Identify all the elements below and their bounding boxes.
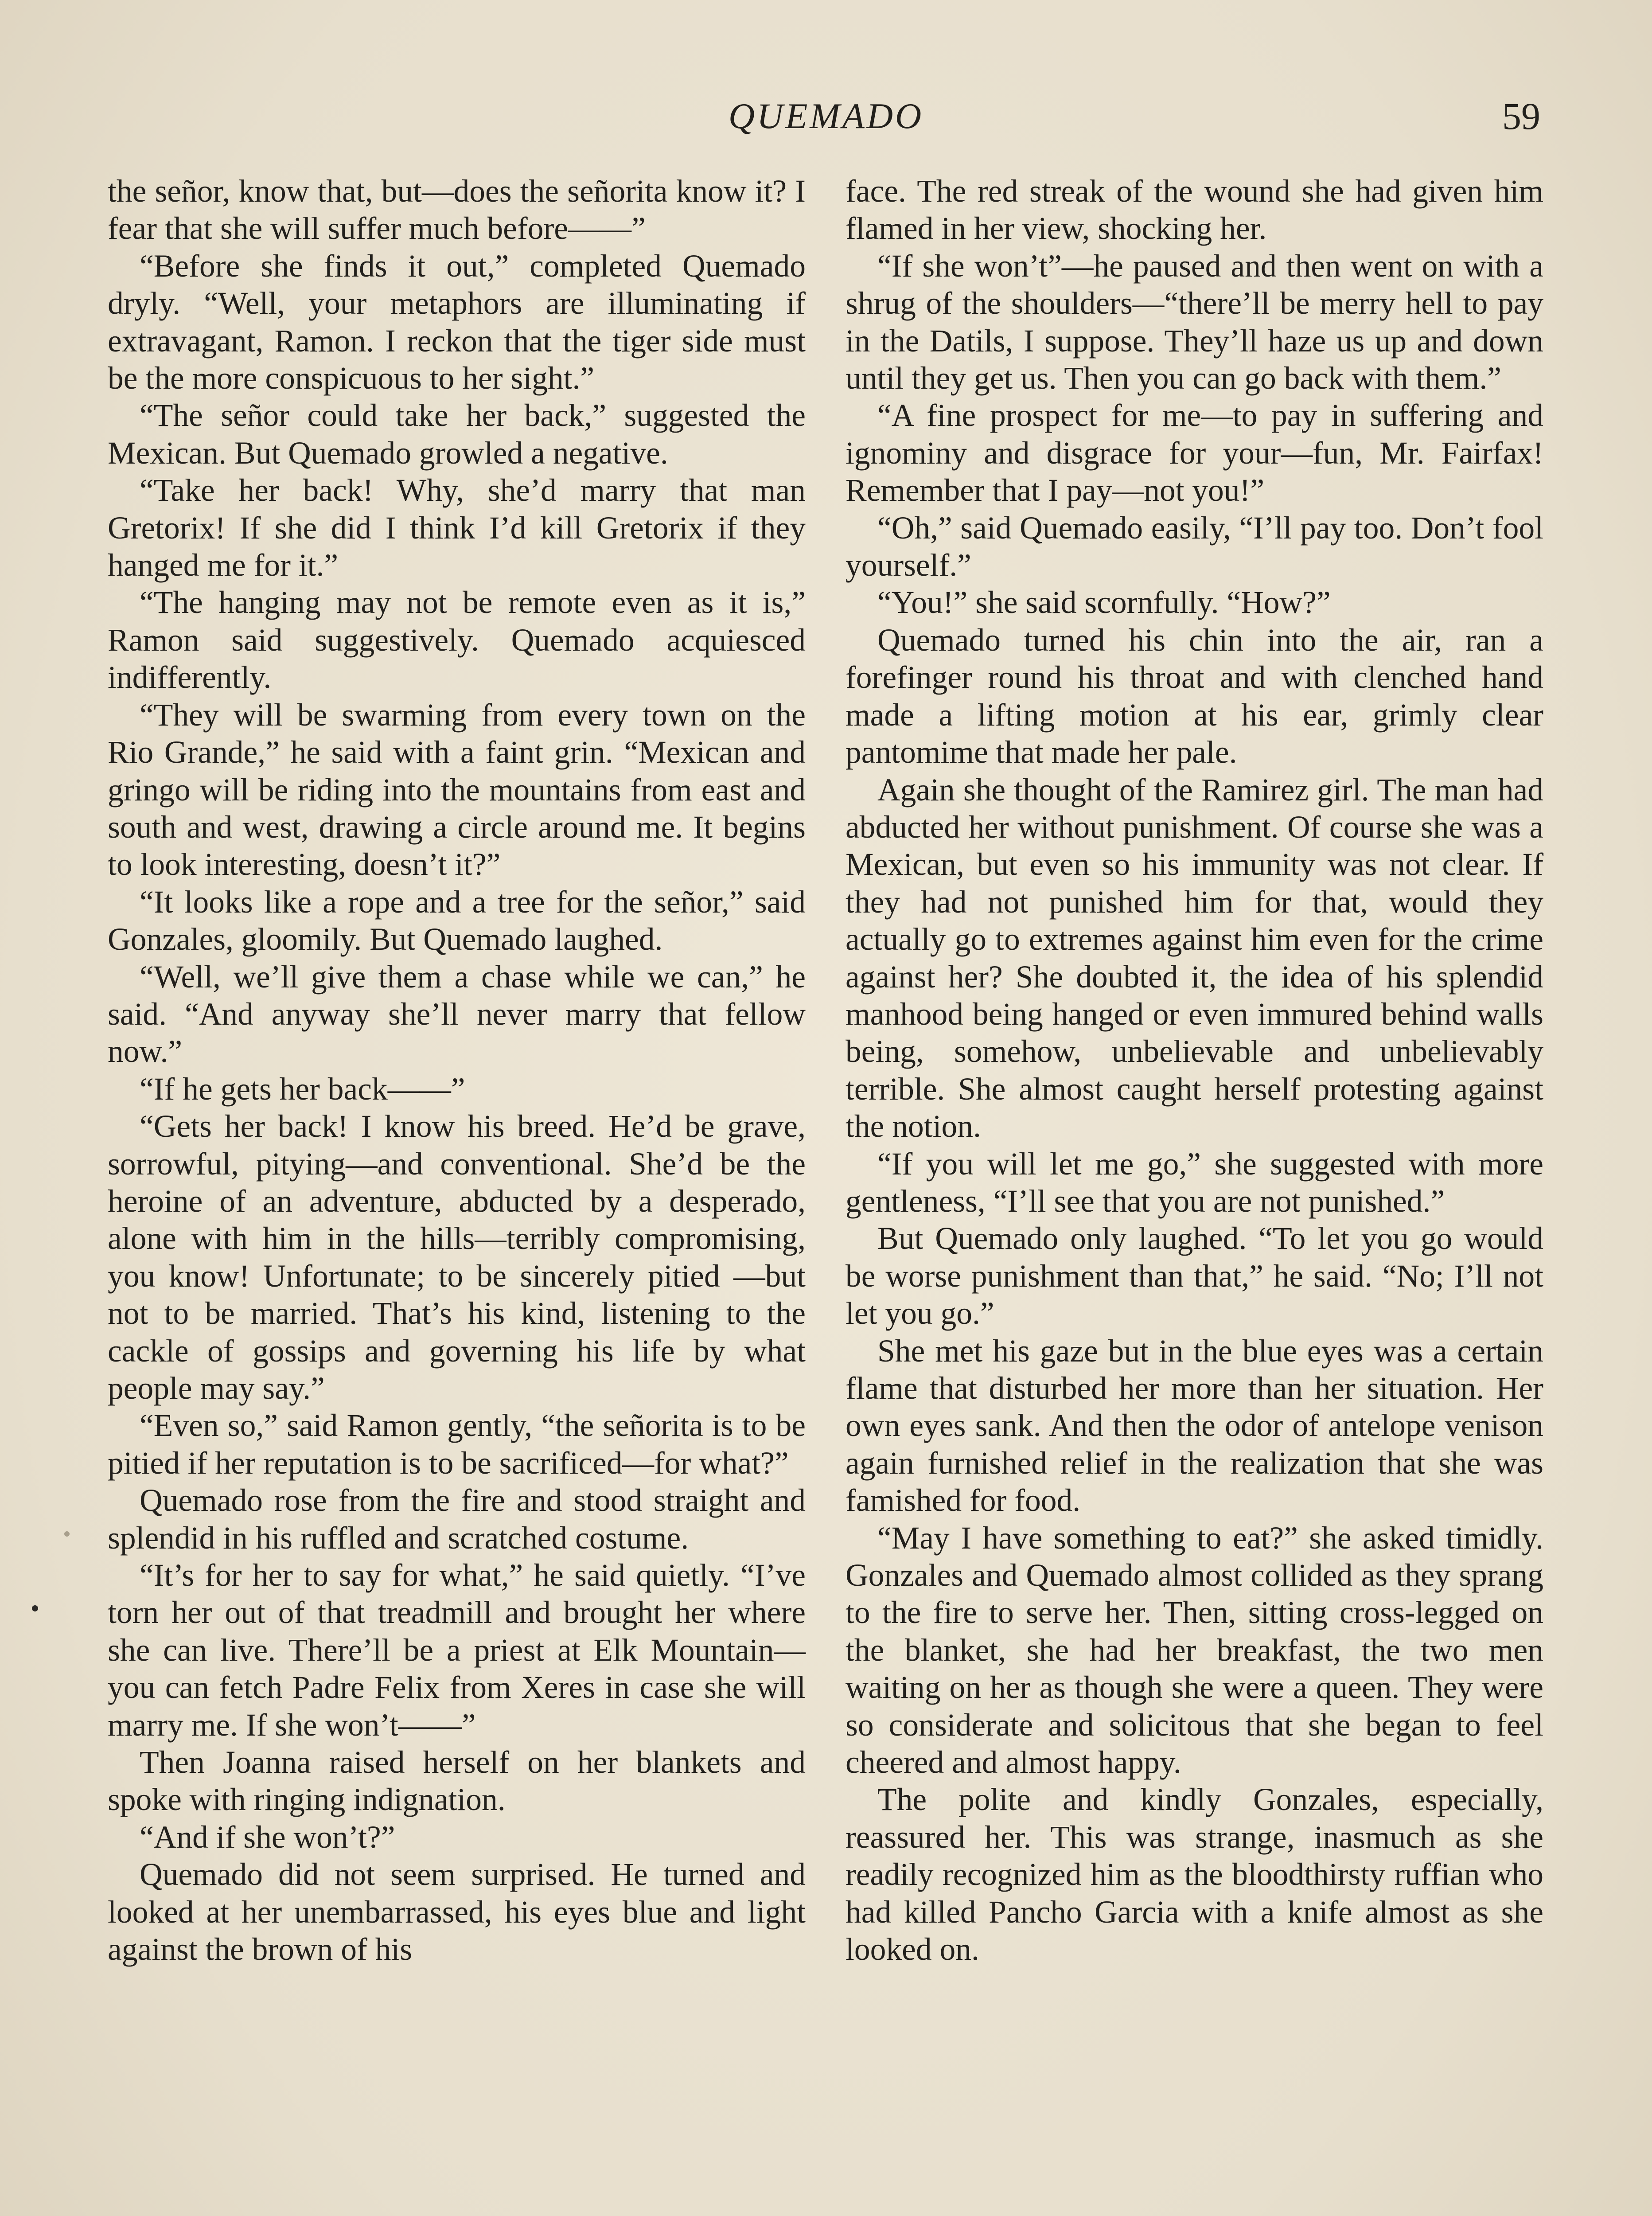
- page-number: 59: [1502, 95, 1540, 137]
- paragraph: “May I have something to eat?” she asked timidly. Gonzales and Quemado almost collided as they sprang to the fire to serve her. Then, sitting cross-legged on the blanket, she had her breakfast, the two men waiting on her as though she were a queen. They were so considerate and solicitous that she began to feel cheered and almost happy.: [845, 1520, 1543, 1780]
- paragraph: “And if she won’t?”: [140, 1819, 395, 1855]
- paragraph: “Well, we’ll give them a chase while we can,” he said. “And anyway she’ll never marry that fellow now.”: [108, 959, 806, 1069]
- paragraph: “It’s for her to say for what,” he said quietly. “I’ve torn her out of that treadmill and brought her where she can live. There’ll be a priest at Elk Mountain—you can fetch Padre Felix from Xeres in case she will marry me. If she won’t——”: [108, 1558, 806, 1743]
- running-head-title: QUEMADO: [728, 96, 924, 136]
- paragraph: “If he gets her back——”: [140, 1071, 465, 1107]
- paragraph: “Before she finds it out,” completed Quemado dryly. “Well, your metaphors are illuminating if extravagant, Ramon. I reckon that the tiger side must be the more conspicuous to her sight.”: [108, 248, 806, 396]
- paragraph: face. The red streak of the wound she had given him flamed in her view, shocking her.: [845, 174, 1543, 246]
- paragraph: “The hanging may not be remote even as it is,” Ramon said suggestively. Quemado acquiesced indifferently.: [108, 585, 806, 695]
- paragraph: “A fine prospect for me—to pay in suffering and ignominy and disgrace for your—fun, Mr. Fairfax! Remember that I pay—not you!”: [845, 398, 1543, 508]
- paragraph: “Oh,” said Quemado easily, “I’ll pay too. Don’t fool yourself.”: [845, 510, 1543, 583]
- paragraph: Quemado rose from the fire and stood straight and splendid in his ruffled and scratched costume.: [108, 1483, 806, 1556]
- paragraph: “Gets her back! I know his breed. He’d be grave, sorrowful, pitying—and conventional. She’d be the heroine of an adventure, abducted by a desperado, alone with him in the hills—terribly compromising, you know! Unfortunate; to be sincerely pitied —but not to be married. That’s his kind, listening to the cackle of gossips and governing his life by what people may say.”: [108, 1109, 806, 1406]
- paragraph: “If you will let me go,” she suggested with more gentleness, “I’ll see that you are not punished.”: [845, 1146, 1543, 1219]
- paragraph: “Even so,” said Ramon gently, “the señorita is to be pitied if her reputation is to be sacrificed—for what?”: [108, 1408, 806, 1481]
- paragraph: “Take her back! Why, she’d marry that man Gretorix! If she did I think I’d kill Gretorix if they hanged me for it.”: [108, 473, 806, 583]
- ink-speck: [32, 1605, 38, 1611]
- paragraph: “It looks like a rope and a tree for the señor,” said Gonzales, gloomily. But Quemado laughed.: [108, 884, 806, 957]
- paragraph: Quemado turned his chin into the air, ran a forefinger round his throat and with clenched hand made a lifting motion at his ear, grimly clear pantomime that made her pale.: [845, 622, 1543, 770]
- paragraph: “The señor could take her back,” suggested the Mexican. But Quemado growled a negative.: [108, 398, 806, 471]
- paragraph: But Quemado only laughed. “To let you go would be worse punishment than that,” he said. “No; I’ll not let you go.”: [845, 1221, 1543, 1331]
- paragraph: “You!” she said scornfully. “How?”: [877, 585, 1331, 620]
- paragraph: “If she won’t”—he paused and then went on with a shrug of the shoulders—“there’ll be merry hell to pay in the Datils, I suppose. They’ll haze us up and down until they get us. Then you can go back with them.”: [845, 248, 1543, 396]
- left-text-column: [108, 173, 806, 1969]
- right-text-column: [845, 173, 1543, 1969]
- paragraph: Then Joanna raised herself on her blankets and spoke with ringing indignation.: [108, 1745, 806, 1818]
- paragraph: Again she thought of the Ramirez girl. The man had abducted her without punishment. Of course she was a Mexican, but even so his immunity was not clear. If they had not punished him for that, would they actually go to extremes against him even for the crime against her? She doubted it, the idea of his splendid manhood being hanged or even immured behind walls being, somehow, unbelievable and unbelievably terrible. She almost caught herself protesting against the notion.: [845, 772, 1543, 1144]
- paragraph: The polite and kindly Gonzales, especially, reassured her. This was strange, inasmuch as she readily recognized him as the bloodthirsty ruffian who had killed Pancho Garcia with a knife almost as she looked on.: [845, 1782, 1543, 1967]
- paragraph: “They will be swarming from every town on the Rio Grande,” he said with a faint grin. “Mexican and gringo will be riding into the mountains from east and south and west, drawing a circle around me. It begins to look interesting, doesn’t it?”: [108, 697, 806, 882]
- paragraph: She met his gaze but in the blue eyes was a certain flame that disturbed her more than her situation. Her own eyes sank. And then the odor of antelope venison again furnished relief in the realization that she was famished for food.: [845, 1333, 1543, 1518]
- ink-speck: [64, 1531, 70, 1537]
- paragraph: the señor, know that, but—does the señorita know it? I fear that she will suffer much before——”: [108, 174, 806, 246]
- paragraph: Quemado did not seem surprised. He turned and looked at her unembarrassed, his eyes blue and light against the brown of his: [108, 1857, 806, 1967]
